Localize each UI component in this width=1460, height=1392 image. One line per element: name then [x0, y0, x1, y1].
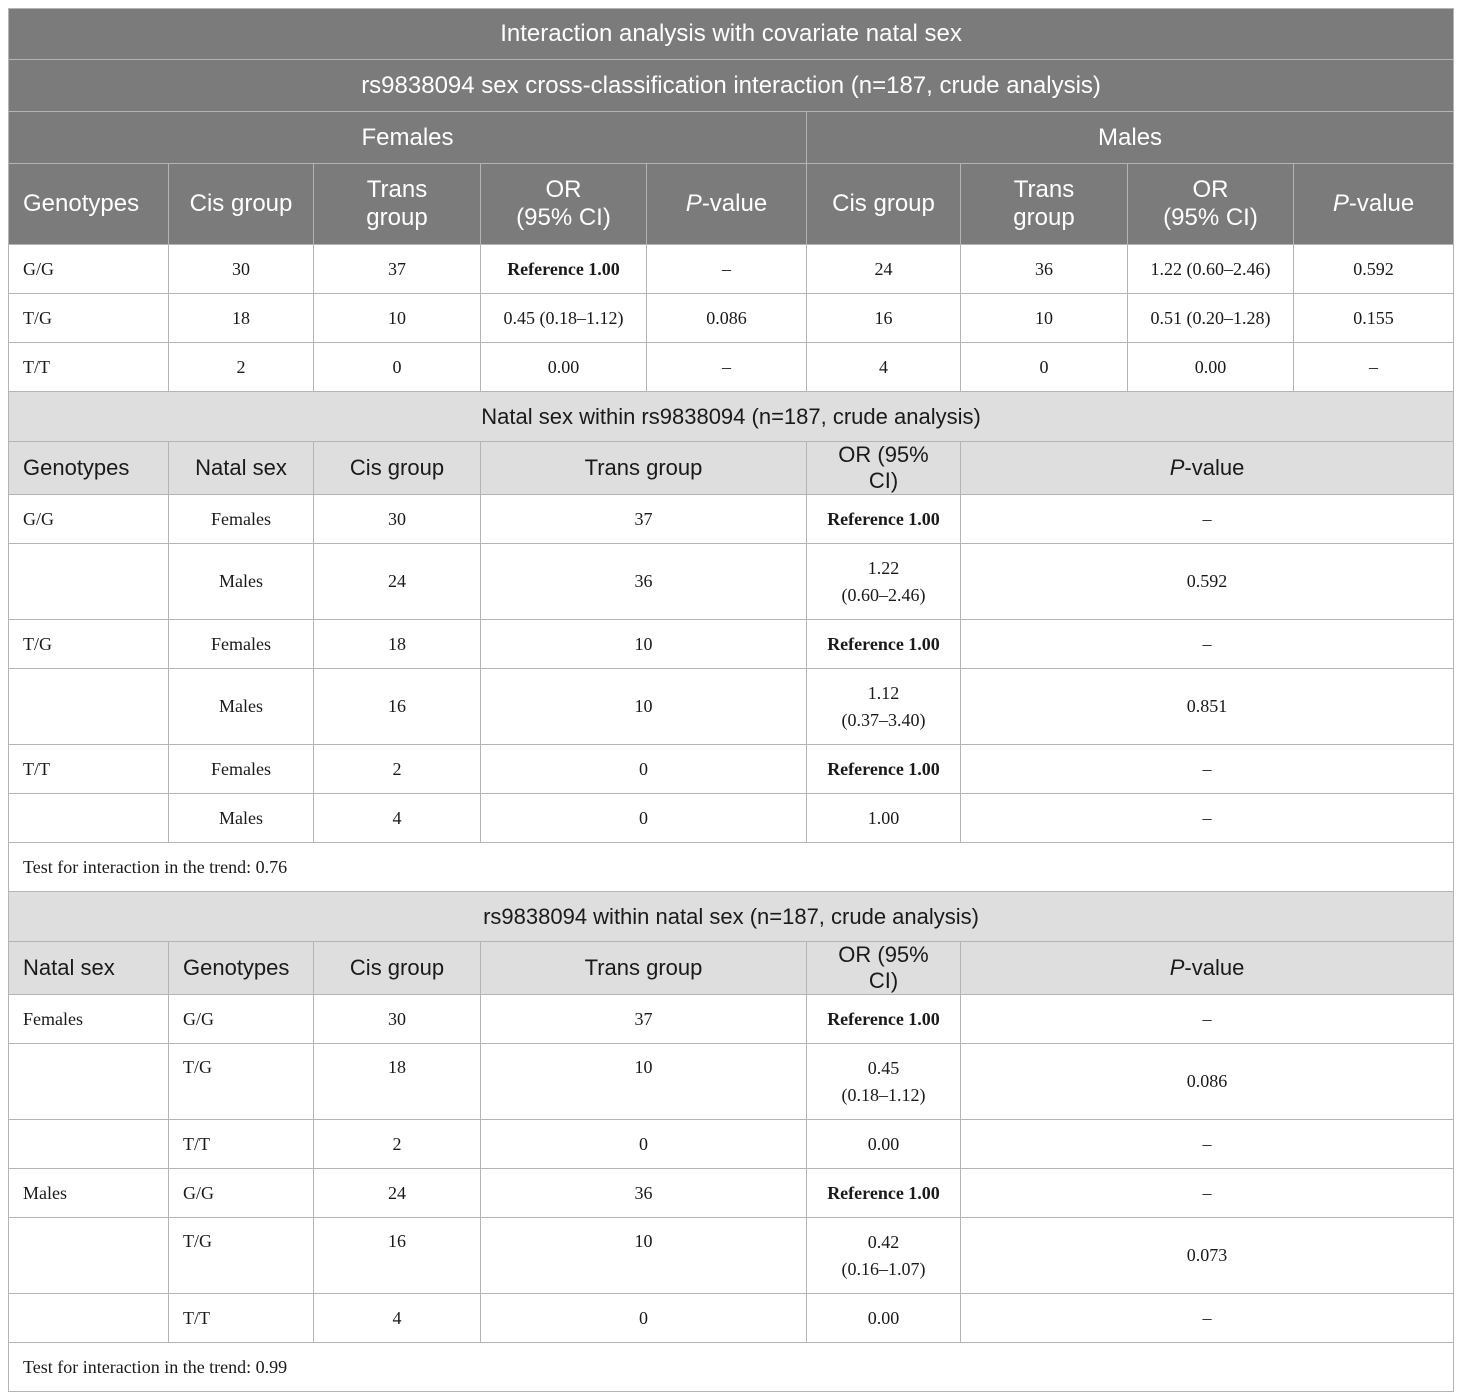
or-cell: 0.00	[807, 1120, 961, 1169]
natal-sex-cell: Females	[169, 745, 314, 794]
p-cell: –	[961, 794, 1454, 843]
trans-cell: 0	[481, 1294, 807, 1343]
male-or-cell: 0.51 (0.20–1.28)	[1128, 294, 1294, 343]
cis-cell: 16	[314, 1218, 481, 1294]
col-header-genotypes: Genotypes	[169, 942, 314, 995]
col-header-cis: Cis group	[314, 442, 481, 495]
male-or-cell: 1.22 (0.60–2.46)	[1128, 245, 1294, 294]
col-header-male-trans: Trans group	[961, 164, 1128, 245]
natal-sex-cell	[9, 1218, 169, 1294]
natal-sex-cell: Males	[169, 544, 314, 620]
female-or-cell: 0.45 (0.18–1.12)	[481, 294, 647, 343]
table-row	[9, 620, 1454, 669]
or-cell: 1.22 (0.60–2.46)	[807, 544, 961, 620]
col-header-genotypes: Genotypes	[9, 442, 169, 495]
male-cis-cell: 4	[807, 343, 961, 392]
male-cis-cell: 16	[807, 294, 961, 343]
cis-cell: 2	[314, 745, 481, 794]
col-header-p: P-value	[961, 942, 1454, 995]
p-cell: –	[961, 995, 1454, 1044]
male-trans-cell: 0	[961, 343, 1128, 392]
table-row	[9, 1044, 1454, 1120]
trans-cell: 10	[481, 1218, 807, 1294]
natal-sex-cell: Females	[169, 495, 314, 544]
table-row	[9, 544, 1454, 620]
male-cis-cell: 24	[807, 245, 961, 294]
col-header-trans: Trans group	[481, 942, 807, 995]
female-p-cell: 0.086	[647, 294, 807, 343]
male-p-cell: 0.592	[1294, 245, 1454, 294]
natal-sex-cell: Males	[169, 794, 314, 843]
trans-cell: 37	[481, 495, 807, 544]
col-header-natal-sex: Natal sex	[169, 442, 314, 495]
cis-cell: 18	[314, 1044, 481, 1120]
table-row	[9, 995, 1454, 1044]
or-cell: Reference 1.00	[807, 745, 961, 794]
genotype-cell: T/G	[169, 1044, 314, 1120]
table-row	[9, 1294, 1454, 1343]
section2-column-headers	[9, 442, 1454, 495]
col-header-male-p: P-value	[1294, 164, 1454, 245]
trans-cell: 36	[481, 1169, 807, 1218]
cis-cell: 30	[314, 495, 481, 544]
female-p-cell: –	[647, 245, 807, 294]
table-title: Interaction analysis with covariate natal sex	[9, 9, 1454, 60]
cis-cell: 30	[314, 995, 481, 1044]
female-cis-cell: 30	[169, 245, 314, 294]
genotype-cell: T/T	[169, 1294, 314, 1343]
p-cell: 0.073	[961, 1218, 1454, 1294]
cis-cell: 24	[314, 1169, 481, 1218]
genotype-cell	[9, 544, 169, 620]
cis-cell: 4	[314, 1294, 481, 1343]
col-header-or: OR (95% CI)	[807, 442, 961, 495]
trans-cell: 0	[481, 1120, 807, 1169]
table-row	[9, 343, 1454, 392]
genotype-cell: T/T	[9, 343, 169, 392]
group-header-males: Males	[807, 112, 1454, 164]
genotype-cell	[9, 669, 169, 745]
trans-cell: 0	[481, 745, 807, 794]
or-cell: 1.12 (0.37–3.40)	[807, 669, 961, 745]
table-row	[9, 1120, 1454, 1169]
col-header-genotypes: Genotypes	[9, 164, 169, 245]
male-p-cell: 0.155	[1294, 294, 1454, 343]
col-header-female-p: P-value	[647, 164, 807, 245]
female-or-cell: 0.00	[481, 343, 647, 392]
or-cell: Reference 1.00	[807, 495, 961, 544]
section2-note: Test for interaction in the trend: 0.76	[9, 843, 1454, 892]
interaction-table-container	[8, 8, 1453, 1392]
p-cell: –	[961, 1120, 1454, 1169]
or-cell: 0.00	[807, 1294, 961, 1343]
section3-note: Test for interaction in the trend: 0.99	[9, 1343, 1454, 1392]
p-cell: 0.592	[961, 544, 1454, 620]
natal-sex-cell: Males	[9, 1169, 169, 1218]
trans-cell: 0	[481, 794, 807, 843]
table-row	[9, 794, 1454, 843]
trans-cell: 36	[481, 544, 807, 620]
cis-cell: 2	[314, 1120, 481, 1169]
section3-column-headers	[9, 942, 1454, 995]
female-trans-cell: 10	[314, 294, 481, 343]
p-cell: –	[961, 1169, 1454, 1218]
female-trans-cell: 0	[314, 343, 481, 392]
genotype-cell: G/G	[169, 1169, 314, 1218]
genotype-cell: T/G	[169, 1218, 314, 1294]
table-row	[9, 745, 1454, 794]
genotype-cell: T/G	[9, 294, 169, 343]
col-header-trans: Trans group	[481, 442, 807, 495]
section3-title: rs9838094 within natal sex (n=187, crude analysis)	[9, 892, 1454, 942]
cis-cell: 24	[314, 544, 481, 620]
p-cell: –	[961, 495, 1454, 544]
section2-title: Natal sex within rs9838094 (n=187, crude analysis)	[9, 392, 1454, 442]
genotype-cell: G/G	[9, 245, 169, 294]
natal-sex-cell: Females	[9, 995, 169, 1044]
table-row	[9, 245, 1454, 294]
p-cell: –	[961, 745, 1454, 794]
natal-sex-cell	[9, 1120, 169, 1169]
or-cell: 1.00	[807, 794, 961, 843]
section1-column-headers	[9, 164, 1454, 245]
male-trans-cell: 10	[961, 294, 1128, 343]
genotype-cell: G/G	[169, 995, 314, 1044]
or-cell: Reference 1.00	[807, 620, 961, 669]
col-header-female-trans: Trans group	[314, 164, 481, 245]
trans-cell: 10	[481, 620, 807, 669]
or-cell: Reference 1.00	[807, 995, 961, 1044]
table-row	[9, 1218, 1454, 1294]
genotype-cell: T/T	[169, 1120, 314, 1169]
p-cell: 0.851	[961, 669, 1454, 745]
genotype-cell: T/G	[9, 620, 169, 669]
cis-cell: 4	[314, 794, 481, 843]
table-row	[9, 495, 1454, 544]
female-cis-cell: 18	[169, 294, 314, 343]
section1-title: rs9838094 sex cross-classification interaction (n=187, crude analysis)	[9, 60, 1454, 112]
genotype-cell: T/T	[9, 745, 169, 794]
p-cell: 0.086	[961, 1044, 1454, 1120]
cis-cell: 18	[314, 620, 481, 669]
group-header-females: Females	[9, 112, 807, 164]
or-cell: 0.42 (0.16–1.07)	[807, 1218, 961, 1294]
col-header-p: P-value	[961, 442, 1454, 495]
or-cell: Reference 1.00	[807, 1169, 961, 1218]
natal-sex-cell: Males	[169, 669, 314, 745]
col-header-female-or: OR (95% CI)	[481, 164, 647, 245]
genotype-cell: G/G	[9, 495, 169, 544]
p-cell: –	[961, 620, 1454, 669]
table-row	[9, 294, 1454, 343]
table-row	[9, 1169, 1454, 1218]
genotype-cell	[9, 794, 169, 843]
male-or-cell: 0.00	[1128, 343, 1294, 392]
interaction-table	[8, 8, 1454, 1392]
p-cell: –	[961, 1294, 1454, 1343]
col-header-male-or: OR (95% CI)	[1128, 164, 1294, 245]
or-cell: 0.45 (0.18–1.12)	[807, 1044, 961, 1120]
trans-cell: 10	[481, 669, 807, 745]
col-header-female-cis: Cis group	[169, 164, 314, 245]
natal-sex-cell	[9, 1044, 169, 1120]
col-header-or: OR (95% CI)	[807, 942, 961, 995]
natal-sex-cell: Females	[169, 620, 314, 669]
trans-cell: 10	[481, 1044, 807, 1120]
male-trans-cell: 36	[961, 245, 1128, 294]
female-cis-cell: 2	[169, 343, 314, 392]
female-trans-cell: 37	[314, 245, 481, 294]
col-header-natal-sex: Natal sex	[9, 942, 169, 995]
male-p-cell: –	[1294, 343, 1454, 392]
female-or-cell: Reference 1.00	[481, 245, 647, 294]
cis-cell: 16	[314, 669, 481, 745]
col-header-cis: Cis group	[314, 942, 481, 995]
natal-sex-cell	[9, 1294, 169, 1343]
col-header-male-cis: Cis group	[807, 164, 961, 245]
table-row	[9, 669, 1454, 745]
female-p-cell: –	[647, 343, 807, 392]
trans-cell: 37	[481, 995, 807, 1044]
